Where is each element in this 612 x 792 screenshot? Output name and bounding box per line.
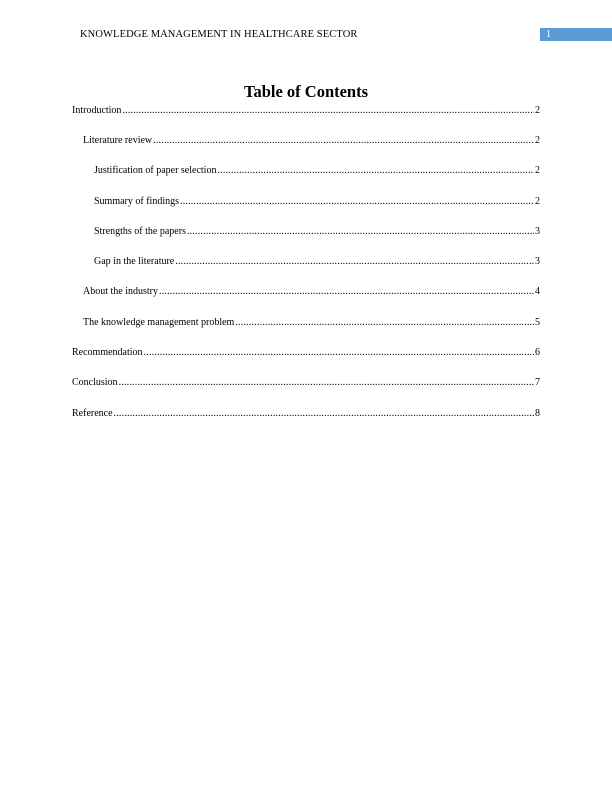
toc-entry-page: 5 [535, 317, 540, 328]
toc-entry-label: Recommendation [72, 347, 143, 358]
toc-entry-recommendation[interactable] [72, 346, 540, 359]
toc-entry-km-problem[interactable] [83, 316, 540, 329]
dot-leader [187, 225, 534, 238]
toc-entry-label: Summary of findings [94, 196, 179, 207]
toc-entry-label: The knowledge management problem [83, 317, 235, 328]
dot-leader [119, 376, 534, 389]
toc-entry-reference[interactable] [72, 407, 540, 420]
toc-entry-label: Literature review [83, 135, 153, 146]
page-number-badge: 1 [540, 28, 612, 41]
toc-entry-label: Justification of paper selection [94, 165, 217, 176]
dot-leader [235, 316, 534, 329]
toc-entry-page: 6 [535, 347, 540, 358]
toc-heading: Table of Contents [243, 82, 369, 101]
dot-leader [159, 285, 534, 298]
toc-entry-label: About the industry [83, 286, 158, 297]
toc-entry-label: Introduction [72, 105, 122, 116]
toc-entry-page: 2 [535, 196, 540, 207]
toc-entry-page: 2 [535, 135, 540, 146]
toc-entry-page: 3 [535, 226, 540, 237]
toc-entry-page: 3 [535, 256, 540, 267]
running-head-title: KNOWLEDGE MANAGEMENT IN HEALTHCARE SECTOR [80, 29, 358, 40]
toc-entry-literature-review[interactable] [83, 134, 540, 147]
dot-leader [114, 407, 534, 420]
toc-entry-page: 4 [535, 286, 540, 297]
toc-entry-page: 7 [535, 377, 540, 388]
dot-leader [153, 134, 534, 147]
toc-entry-label: Conclusion [72, 377, 118, 388]
dot-leader [175, 255, 534, 268]
toc-entry-strengths[interactable] [94, 225, 540, 238]
toc-entry-about-industry[interactable] [83, 285, 540, 298]
toc-entry-label: Strengths of the papers [94, 226, 186, 237]
toc-entry-gap[interactable] [94, 255, 540, 268]
dot-leader [217, 164, 534, 177]
toc-entry-page: 2 [535, 105, 540, 116]
dot-leader [122, 104, 534, 117]
dot-leader [180, 195, 534, 208]
toc-entry-label: Gap in the literature [94, 256, 175, 267]
toc-entry-page: 2 [535, 165, 540, 176]
toc-entry-summary-of-findings[interactable] [94, 195, 540, 208]
toc-entry-conclusion[interactable] [72, 376, 540, 389]
toc-entry-label: Reference [72, 408, 113, 419]
toc-entry-justification[interactable] [94, 164, 540, 177]
toc-entry-page: 8 [535, 408, 540, 419]
dot-leader [144, 346, 534, 359]
toc-entry-introduction[interactable] [72, 104, 540, 117]
